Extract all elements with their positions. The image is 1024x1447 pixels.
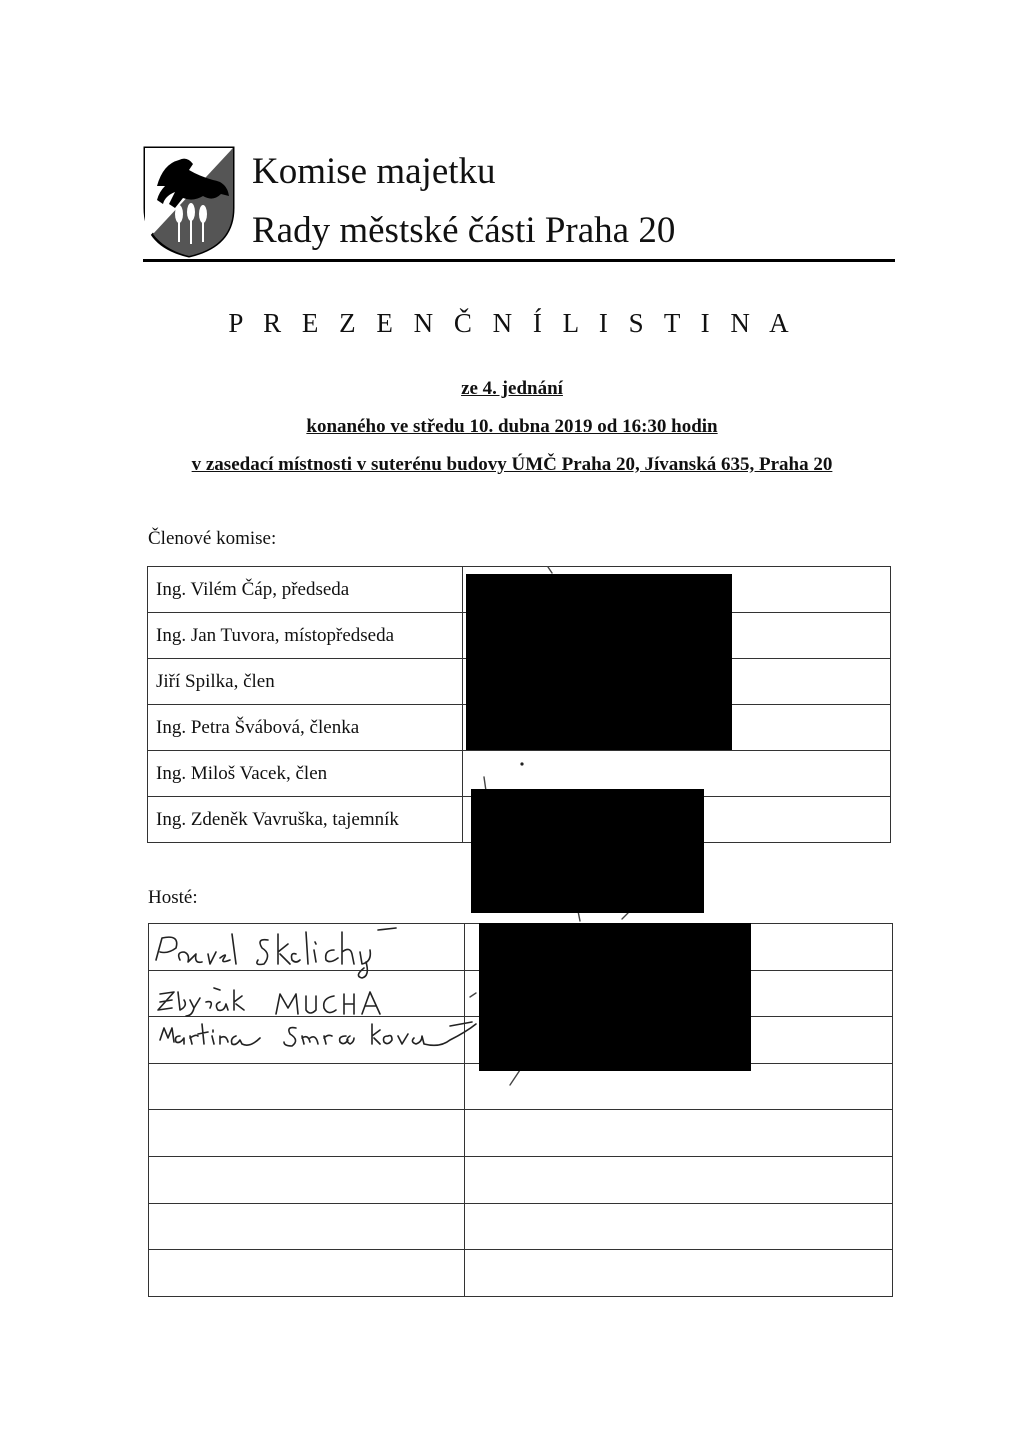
handwritten-guest-signatures — [150, 924, 480, 1064]
meeting-location: v zasedací místnosti v suterénu budovy ÚMČ Praha 20, Jívanská 635, Praha 20 — [191, 454, 833, 475]
guest-name-cell — [149, 1156, 465, 1203]
member-name: Ing. Vilém Čáp, předseda — [148, 567, 463, 613]
member-name: Jiří Spilka, člen — [148, 659, 463, 705]
signature-cell — [465, 1156, 893, 1203]
header-divider — [143, 259, 895, 262]
table-row — [149, 1203, 893, 1250]
document-heading: P R E Z E N Č N Í L I S T I N A — [228, 308, 796, 338]
redacted-signatures-block — [479, 923, 751, 1071]
redacted-signatures-block — [471, 789, 704, 913]
guest-name-cell — [149, 1250, 465, 1297]
signature-cell — [465, 1250, 893, 1297]
signature-cell — [465, 1203, 893, 1250]
guest-name-cell — [149, 1063, 465, 1110]
meeting-date: konaného ve středu 10. dubna 2019 od 16:30 hodin — [306, 416, 718, 437]
redacted-signatures-block — [466, 574, 732, 750]
table-row — [149, 1156, 893, 1203]
guests-label: Hosté: — [148, 887, 198, 908]
committee-title: Komise majetku — [252, 151, 496, 192]
members-label: Členové komise: — [148, 528, 277, 549]
member-name: Ing. Jan Tuvora, místopředseda — [148, 613, 463, 659]
member-name: Ing. Petra Švábová, členka — [148, 705, 463, 751]
table-row — [149, 1250, 893, 1297]
member-name: Ing. Zdeněk Vavruška, tajemník — [148, 797, 463, 843]
meeting-number: ze 4. jednání — [461, 378, 563, 399]
guest-name-cell — [149, 1203, 465, 1250]
coat-of-arms-logo — [143, 146, 235, 258]
member-name: Ing. Miloš Vacek, člen — [148, 751, 463, 797]
council-title: Rady městské části Praha 20 — [252, 210, 676, 251]
guest-name-cell — [149, 1110, 465, 1157]
